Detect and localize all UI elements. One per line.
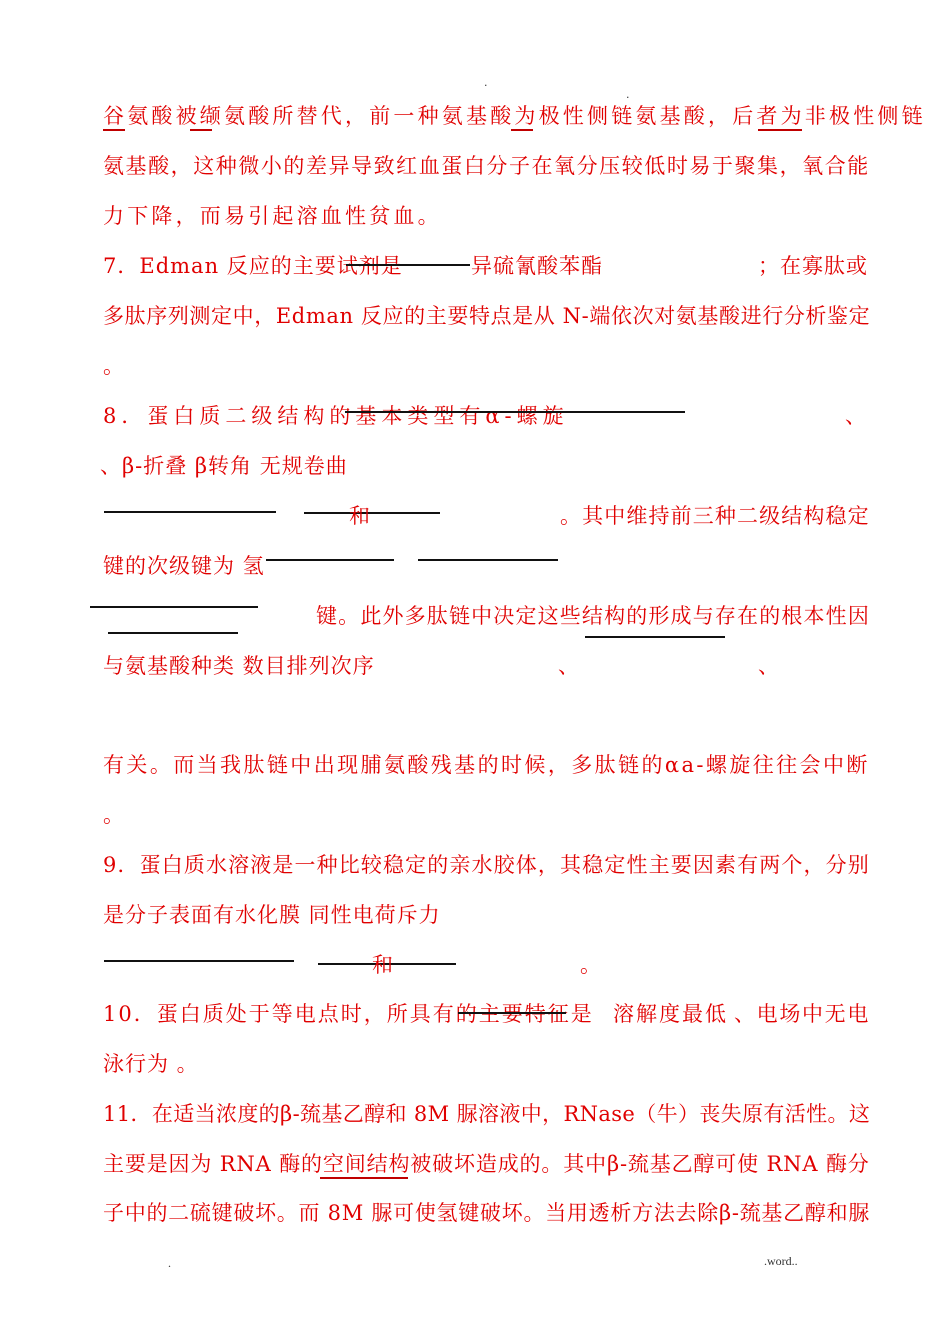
underline-mark bbox=[190, 129, 212, 131]
q9-line-1: 9．蛋白质水溶液是一种比较稳定的亲水胶体，其稳定性主要因素有两个，分别 bbox=[103, 853, 870, 877]
q10-prefix: 10．蛋白质处于等电点时，所具有的主要特征是 bbox=[103, 1002, 594, 1026]
blank-line bbox=[304, 512, 440, 514]
q8-line-2: 、β-折叠 β转角 无规卷曲 bbox=[100, 454, 348, 478]
q11-line-1: 11．在适当浓度的β-巯基乙醇和 8M 脲溶液中，RNase（牛）丧失原有活性。这 bbox=[103, 1102, 871, 1126]
q8-separator: 、 bbox=[558, 654, 580, 678]
q10-line-2: 泳行为 。 bbox=[103, 1052, 199, 1076]
q8-line-5: 键。此外多肽链中决定这些结构的形成与存在的根本性因 bbox=[316, 604, 870, 628]
text-line-1 bbox=[103, 103, 926, 129]
blank-line bbox=[104, 960, 294, 962]
blank-line bbox=[585, 636, 725, 638]
q8-line-8: 。 bbox=[103, 803, 125, 827]
q8-separator: 、 bbox=[845, 404, 867, 428]
q8-line-7: 有关。而当我肽链中出现脯氨酸残基的时候，多肽链的αa-螺旋往往会中断 bbox=[103, 753, 870, 777]
q10-answer-1: 溶解度最低 bbox=[613, 1002, 728, 1026]
q7-prefix: 7．Edman 反应的主要试剂是 bbox=[103, 254, 403, 278]
underline-mark bbox=[511, 129, 533, 131]
q8-and: 和 bbox=[349, 504, 371, 528]
footer-right: .word.. bbox=[764, 1254, 798, 1268]
header-dot: . bbox=[626, 88, 630, 101]
blank-line bbox=[418, 559, 558, 561]
q7-suffix: ；在寡肽或 bbox=[758, 254, 868, 278]
q8-line-1: 8．蛋白质二级结构的基本类型有α-螺旋 bbox=[103, 404, 569, 428]
strike-line bbox=[458, 1012, 566, 1014]
strike-line bbox=[346, 264, 470, 266]
footer-left: . bbox=[168, 1256, 171, 1270]
q9-line-2: 是分子表面有水化膜 同性电荷斥力 bbox=[103, 903, 441, 927]
underline-mark bbox=[758, 129, 802, 131]
q8-line-6: 与氨基酸种类 数目排列次序 bbox=[103, 654, 375, 678]
text-line-1-content: 谷氨酸被缬氨酸所替代，前一种氨基酸为极性侧链氨基酸，后者为非极性侧链 bbox=[103, 104, 926, 128]
blank-line bbox=[266, 559, 394, 561]
blank-line bbox=[108, 632, 238, 634]
text-line-2: 氨基酸，这种微小的差异导致红血蛋白分子在氧分压较低时易于聚集，氧合能 bbox=[103, 154, 870, 178]
text-line-3: 力下降，而易引起溶血性贫血。 bbox=[103, 204, 442, 228]
q8-line-4: 键的次级键为 氢 bbox=[103, 554, 265, 578]
q8-separator: 、 bbox=[758, 654, 780, 678]
underline-mark bbox=[320, 1177, 408, 1179]
header-dot: . bbox=[484, 76, 488, 89]
q8-line-3: 。其中维持前三种二级结构稳定 bbox=[560, 504, 870, 528]
blank-line bbox=[104, 511, 276, 513]
blank-line bbox=[90, 606, 258, 608]
q7-line-3: 。 bbox=[103, 354, 125, 378]
q11-line-2: 主要是因为 RNA 酶的空间结构被破坏造成的。其中β-巯基乙醇可使 RNA 酶分 bbox=[103, 1152, 870, 1176]
q9-end: 。 bbox=[580, 953, 602, 977]
q11-line-3: 子中的二硫键破坏。而 8M 脲可使氢键破坏。当用透析方法去除β-巯基乙醇和脲 bbox=[103, 1201, 871, 1225]
blank-line bbox=[345, 411, 685, 413]
q7-answer: 异硫氰酸苯酯 bbox=[471, 254, 603, 278]
q10-separator: 、电场中无电 bbox=[734, 1002, 870, 1026]
q7-line-2: 多肽序列测定中，Edman 反应的主要特点是从 N-端依次对氨基酸进行分析鉴定 bbox=[103, 304, 871, 328]
underline-mark bbox=[103, 129, 125, 131]
q9-and: 和 bbox=[372, 953, 394, 977]
